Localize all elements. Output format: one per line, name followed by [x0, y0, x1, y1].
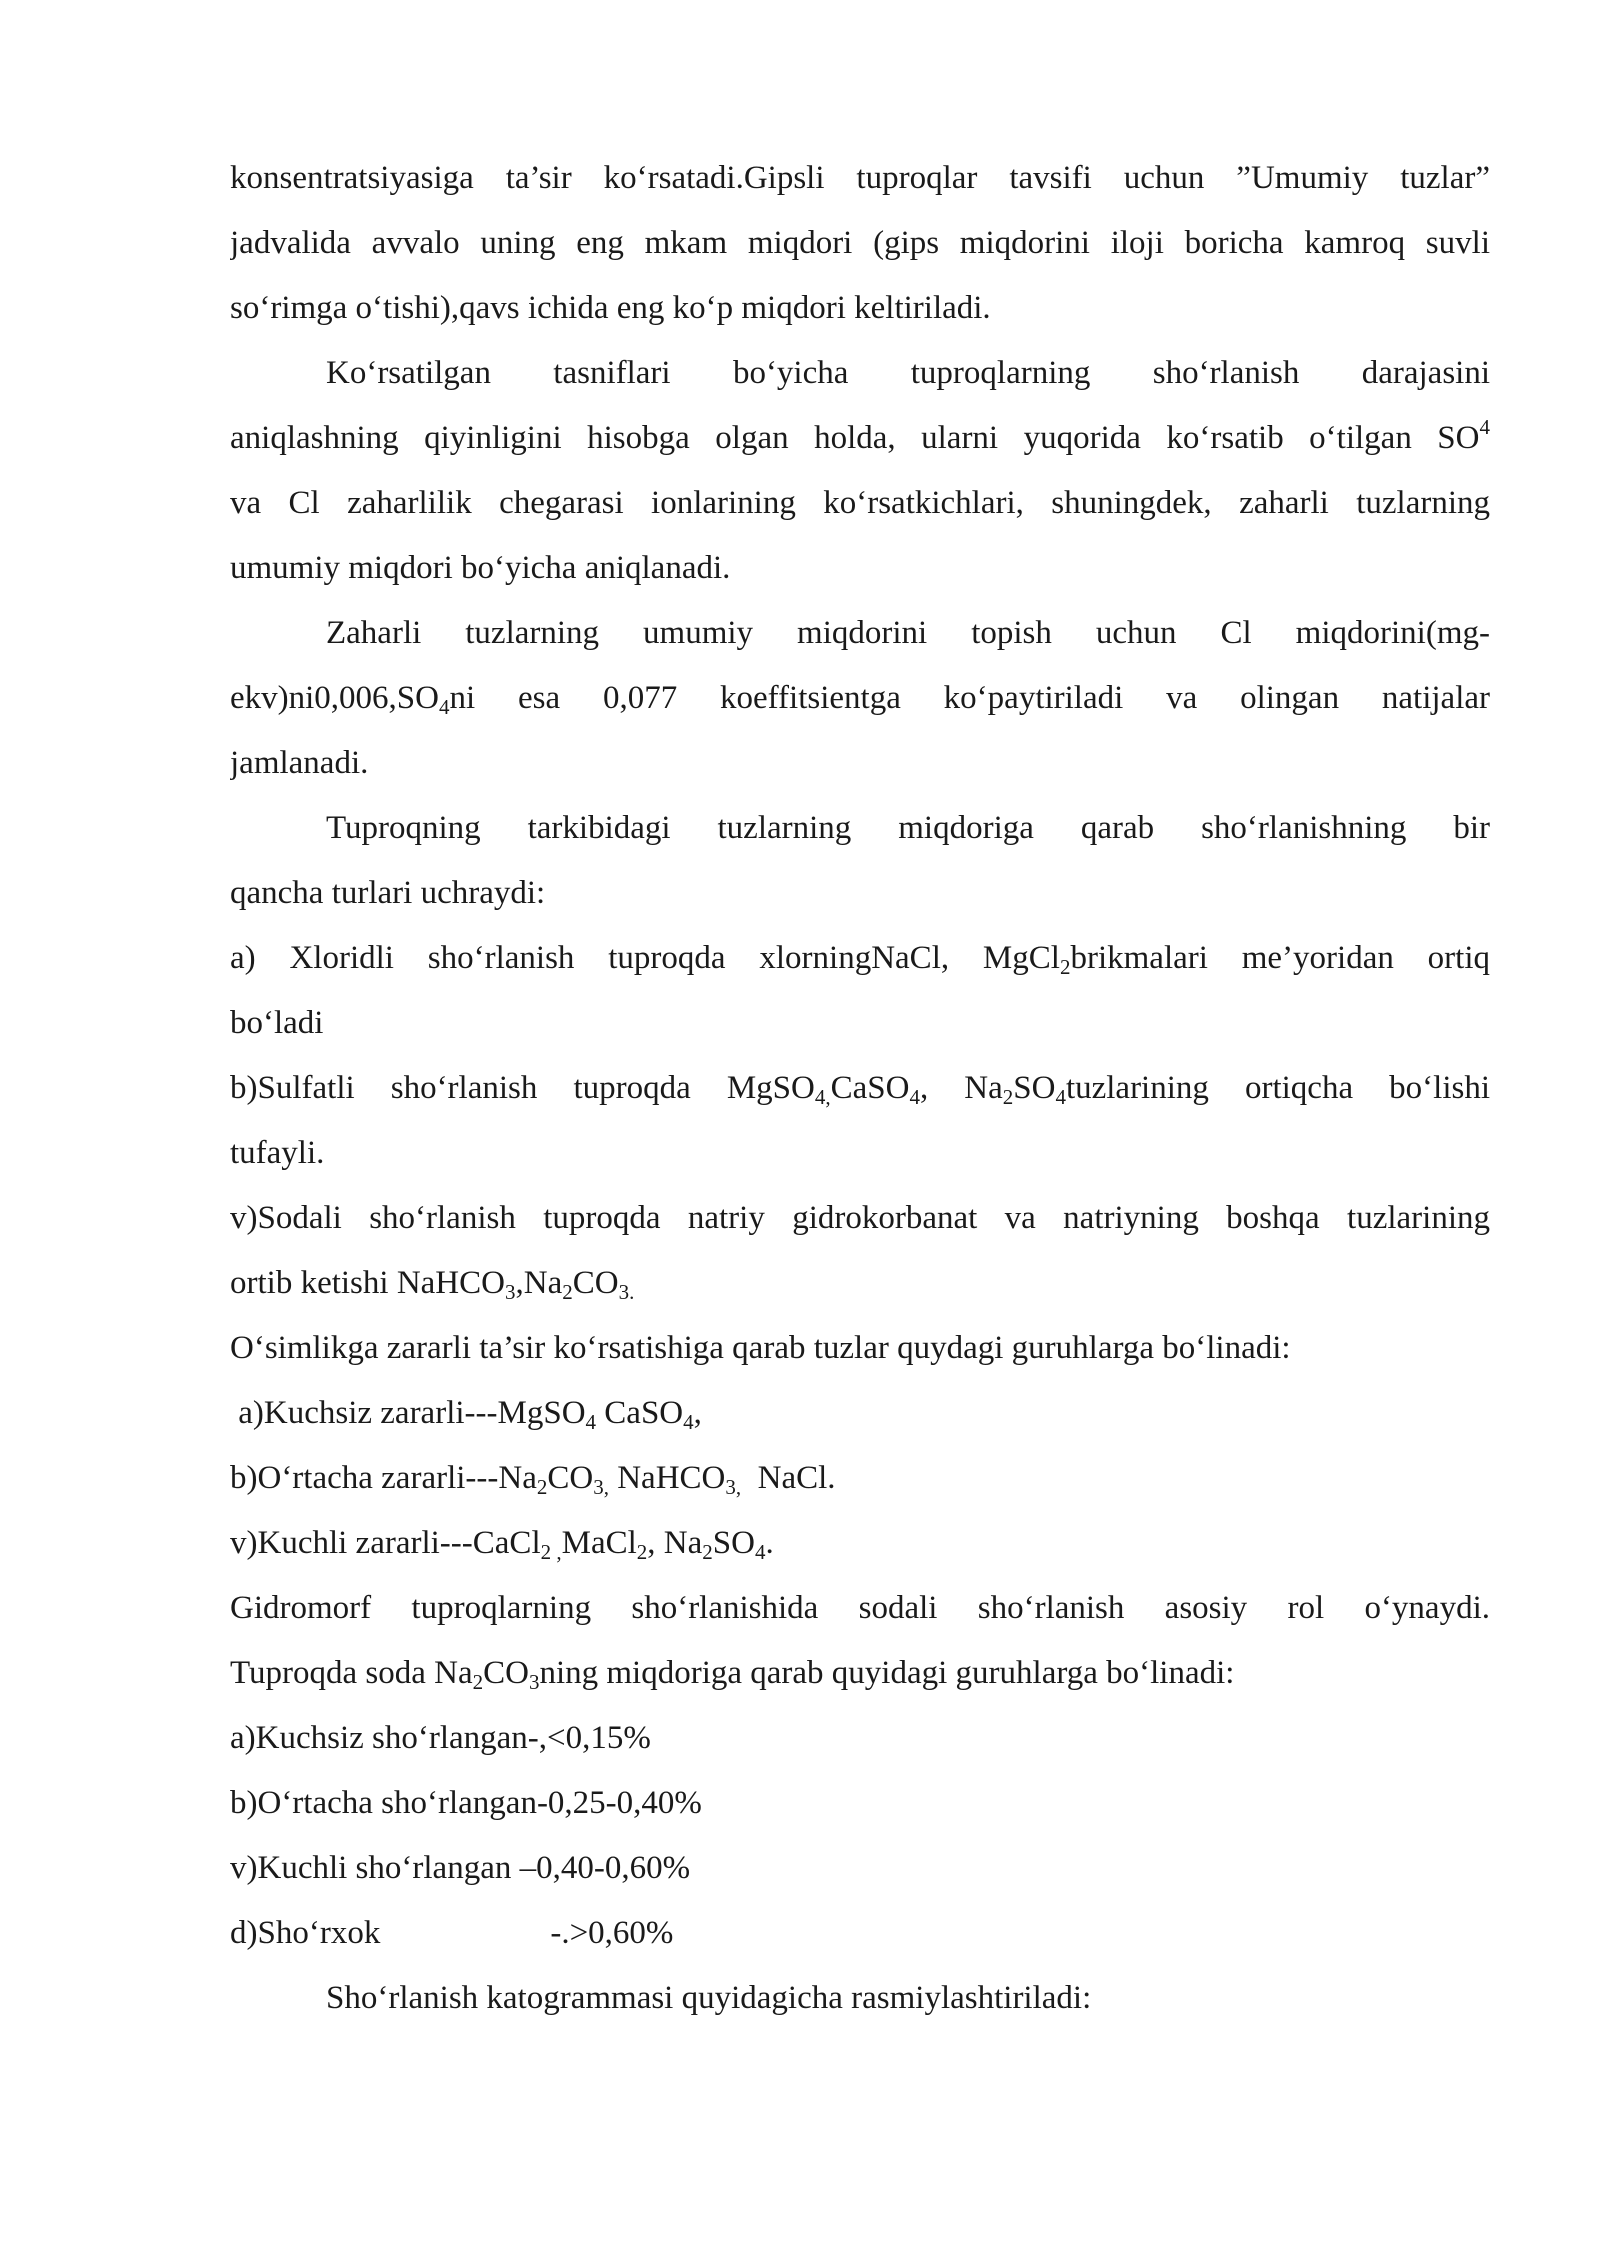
subscript: 3	[528, 1670, 540, 1694]
text-span: CO	[572, 1265, 619, 1301]
text-span: , Na	[919, 1070, 1003, 1106]
subscript: 4	[439, 695, 450, 719]
text-line	[230, 276, 1490, 341]
text-line	[230, 601, 1490, 666]
list-item	[230, 1771, 1490, 1836]
list-item	[230, 1836, 1490, 1901]
text-line	[230, 146, 1490, 211]
text-span: tuzlarining ortiqcha bo‘lishi	[1065, 1070, 1490, 1106]
subscript: 2	[702, 1540, 713, 1564]
text-line	[230, 796, 1490, 861]
text-span: jamlanadi.	[230, 745, 369, 781]
subscript: 3,	[593, 1475, 609, 1499]
text-span: v)Sodali sho‘rlanish tuproqda natriy gidrokorbanat va natriyning boshqa tuzlarining	[230, 1200, 1490, 1236]
superscript: 4	[1479, 415, 1490, 439]
text-span: Sho‘rlanish katogrammasi quyidagicha rasmiylashtiriladi:	[326, 1980, 1092, 2016]
text-span: O‘simlikga zararli ta’sir ko‘rsatishiga qarab tuzlar quydagi guruhlarga bo‘linadi:	[230, 1330, 1291, 1366]
text-span: , Na	[647, 1525, 703, 1561]
text-span: MaCl	[561, 1525, 637, 1561]
text-span: a)Kuchsiz zararli---MgSO	[230, 1395, 586, 1431]
text-span	[230, 415, 1490, 456]
text-span: b)O‘rtacha zararli---Na	[230, 1460, 537, 1496]
list-item	[230, 1186, 1490, 1251]
text-line	[230, 1121, 1490, 1186]
subscript: 4	[909, 1085, 920, 1109]
text-span: b)O‘rtacha sho‘rlangan-0,25-0,40%	[230, 1785, 702, 1821]
text-line	[230, 1316, 1490, 1381]
subscript: 2	[562, 1280, 573, 1304]
text-span: v)Kuchli zararli---CaCl	[230, 1525, 541, 1561]
text-span: -.>0,60%	[550, 1915, 674, 1951]
text-span: Zaharli tuzlarning umumiy miqdorini topish uchun Cl miqdorini(mg-	[326, 615, 1490, 651]
text-line	[230, 666, 1490, 731]
text-span: v)Kuchli sho‘rlangan –0,40-0,60%	[230, 1850, 691, 1886]
text-span: ekv)ni0,006,SO	[230, 680, 439, 716]
text-line	[230, 861, 1490, 926]
text-span: CaSO	[596, 1395, 684, 1431]
subscript: 4	[683, 1410, 694, 1434]
text-span: CO	[483, 1655, 529, 1691]
text-span: jadvalida avvalo uning eng mkam miqdori (gips miqdorini iloji boricha kamroq suvli	[230, 225, 1490, 261]
text-span: SO	[1013, 1070, 1056, 1106]
text-line	[230, 536, 1490, 601]
subscript: 3,	[725, 1475, 742, 1499]
text-span: qancha turlari uchraydi:	[230, 875, 546, 911]
text-span: a)Kuchsiz sho‘rlangan-,<0,15%	[230, 1720, 651, 1756]
text-span: ,Na	[515, 1265, 563, 1301]
text-line	[230, 341, 1490, 406]
text-span: Ko‘rsatilgan tasniflari bo‘yicha tuproqlarning sho‘rlanish darajasini	[326, 355, 1490, 391]
text-line	[230, 1966, 1490, 2031]
text-span: a) Xloridli sho‘rlanish tuproqda xlorningNaCl, MgCl	[230, 940, 1060, 976]
list-item	[230, 926, 1490, 991]
text-span: .	[765, 1525, 774, 1561]
subscript: 4	[1055, 1085, 1066, 1109]
subscript: 3.	[618, 1280, 635, 1304]
subscript: 2	[1059, 955, 1071, 979]
subscript: 3	[504, 1280, 516, 1304]
text-span: va Cl zaharlilik chegarasi ionlarining ko‘rsatkichlari, shuningdek, zaharli tuzlarning	[230, 485, 1490, 521]
text-span: so‘rimga o‘tishi),qavs ichida eng ko‘p miqdori keltiriladi.	[230, 290, 991, 326]
subscript: 2	[1002, 1085, 1014, 1109]
text-span: CaSO	[830, 1070, 910, 1106]
text-span: ortib ketishi NaHCO	[230, 1265, 505, 1301]
text-line	[230, 1641, 1490, 1706]
text-span: brikmalari me’yoridan ortiq	[1070, 940, 1490, 976]
text-span: b)Sulfatli sho‘rlanish tuproqda MgSO	[230, 1070, 815, 1106]
text-span: tufayli.	[230, 1135, 325, 1171]
text-span: d)Sho‘rxok	[230, 1915, 381, 1951]
text-span: CO	[547, 1460, 594, 1496]
text-span: ning miqdoriga qarab quyidagi guruhlarga bo‘linadi:	[539, 1655, 1235, 1691]
text-span: konsentratsiyasiga ta’sir ko‘rsatadi.Gipsli tuproqlar tavsifi uchun ”Umumiy tuzlar”	[230, 160, 1490, 196]
list-item	[230, 1381, 1490, 1446]
text-span: bo‘ladi	[230, 1005, 324, 1041]
subscript: 4	[754, 1540, 766, 1564]
text-line	[230, 991, 1490, 1056]
subscript: 4	[585, 1410, 597, 1434]
subscript: 4,	[814, 1085, 831, 1109]
text-line	[230, 1576, 1490, 1641]
subscript: 2	[472, 1670, 484, 1694]
text-span: Gidromorf tuproqlarning sho‘rlanishida sodali sho‘rlanish asosiy rol o‘ynaydi.	[230, 1590, 1490, 1626]
text-span: aniqlashning qiyinligini hisobga olgan holda, ularni yuqorida ko‘rsatib o‘tilgan SO	[230, 420, 1480, 456]
text-line	[230, 406, 1490, 471]
list-item	[230, 1056, 1490, 1121]
list-item	[230, 1446, 1490, 1511]
subscript: 2	[636, 1540, 648, 1564]
text-line	[230, 211, 1490, 276]
subscript: 2 ,	[540, 1540, 562, 1564]
text-span: Tuproqning tarkibidagi tuzlarning miqdoriga qarab sho‘rlanishning bir	[326, 810, 1490, 846]
text-span: SO	[712, 1525, 755, 1561]
document-page	[230, 146, 1490, 2031]
text-span: NaHCO	[608, 1460, 726, 1496]
text-line	[230, 1251, 1490, 1316]
text-line	[230, 731, 1490, 796]
list-item	[230, 1901, 1490, 1966]
subscript: 2	[536, 1475, 548, 1499]
list-item	[230, 1511, 1490, 1576]
text-span: ,	[693, 1395, 702, 1431]
text-span: NaCl.	[741, 1460, 836, 1496]
text-span: ni esa 0,077 koeffitsientga ko‘paytiriladi va olingan natijalar	[449, 680, 1490, 716]
text-span: umumiy miqdori bo‘yicha aniqlanadi.	[230, 550, 731, 586]
list-item	[230, 1706, 1490, 1771]
text-span: Tuproqda soda Na	[230, 1655, 473, 1691]
text-line	[230, 471, 1490, 536]
